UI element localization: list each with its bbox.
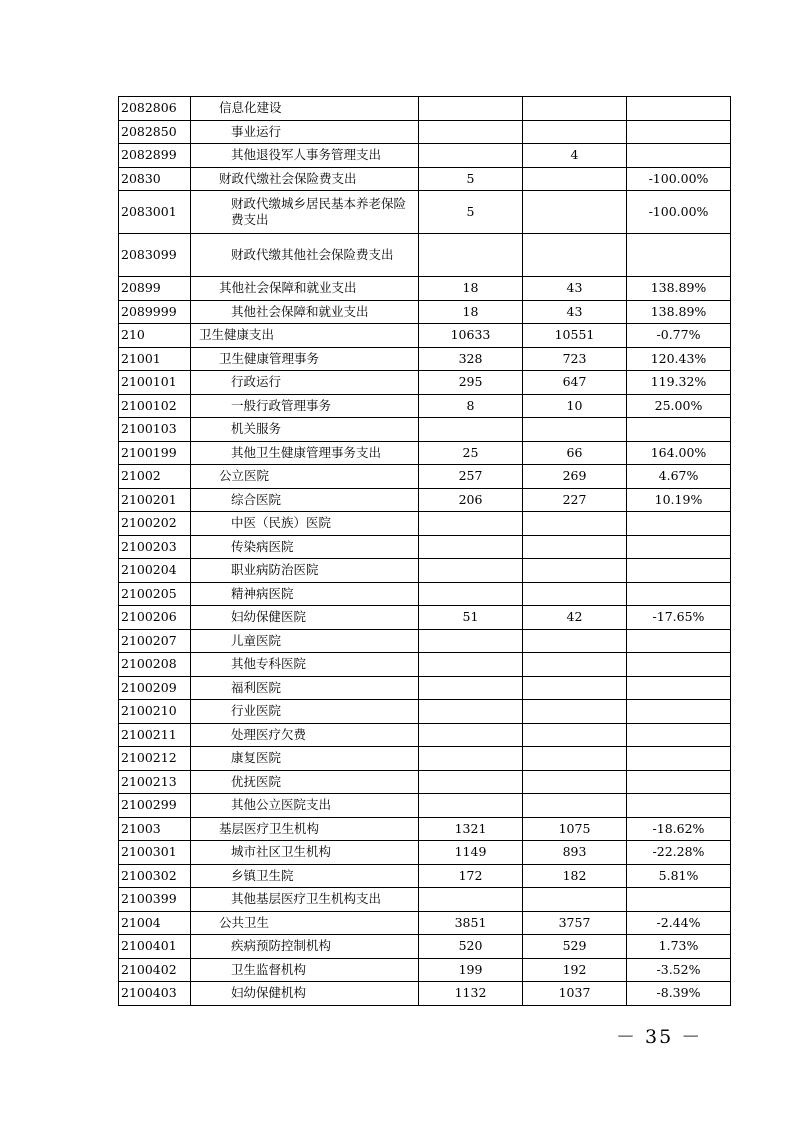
change-percent-cell: -100.00% [627,167,731,191]
table-row [119,770,731,794]
account-code-cell: 2100299 [119,794,191,818]
account-code-cell: 2100213 [119,770,191,794]
account-name-cell: 卫生健康支出 [191,324,419,348]
account-code-cell: 2100201 [119,488,191,512]
account-name-cell: 疾病预防控制机构 [191,935,419,959]
table-row [119,144,731,168]
table-row [119,441,731,465]
change-percent-cell [627,582,731,606]
change-percent-cell [627,770,731,794]
value-2-cell [523,418,627,442]
value-2-cell [523,512,627,536]
change-percent-cell: 138.89% [627,277,731,301]
account-name-cell: 财政代缴其他社会保险费支出 [191,234,419,277]
table-row [119,167,731,191]
table-row [119,911,731,935]
value-1-cell: 1321 [419,817,523,841]
value-1-cell [419,888,523,912]
value-2-cell [523,535,627,559]
account-code-cell: 2100212 [119,747,191,771]
value-2-cell [523,794,627,818]
change-percent-cell [627,700,731,724]
table-row [119,465,731,489]
change-percent-cell [627,629,731,653]
account-name-cell: 其他基层医疗卫生机构支出 [191,888,419,912]
value-1-cell: 5 [419,191,523,234]
account-name-cell: 城市社区卫生机构 [191,841,419,865]
account-code-cell: 2100199 [119,441,191,465]
account-code-cell: 2100101 [119,371,191,395]
account-name-cell: 优抚医院 [191,770,419,794]
account-code-cell: 2082899 [119,144,191,168]
account-code-cell: 2100203 [119,535,191,559]
value-2-cell [523,653,627,677]
change-percent-cell: -8.39% [627,982,731,1006]
table-row [119,653,731,677]
value-2-cell: 43 [523,277,627,301]
value-1-cell: 5 [419,167,523,191]
account-code-cell: 2100209 [119,676,191,700]
account-name-cell: 综合医院 [191,488,419,512]
account-name-cell: 中医（民族）医院 [191,512,419,536]
account-name-cell: 其他公立医院支出 [191,794,419,818]
table-row [119,582,731,606]
value-1-cell [419,747,523,771]
table-row [119,535,731,559]
account-name-cell: 一般行政管理事务 [191,394,419,418]
table-row [119,120,731,144]
account-code-cell: 21003 [119,817,191,841]
table-row [119,300,731,324]
account-name-cell: 康复医院 [191,747,419,771]
change-percent-cell [627,747,731,771]
value-2-cell [523,234,627,277]
account-name-cell: 基层医疗卫生机构 [191,817,419,841]
table-row [119,488,731,512]
value-1-cell [419,234,523,277]
value-2-cell [523,191,627,234]
account-name-cell: 其他专科医院 [191,653,419,677]
account-name-cell: 公共卫生 [191,911,419,935]
value-2-cell: 10 [523,394,627,418]
value-1-cell: 8 [419,394,523,418]
value-1-cell [419,700,523,724]
table-row [119,676,731,700]
account-code-cell: 2082806 [119,97,191,121]
value-2-cell: 1075 [523,817,627,841]
table-row [119,841,731,865]
change-percent-cell [627,97,731,121]
account-name-cell: 其他社会保障和就业支出 [191,300,419,324]
change-percent-cell [627,418,731,442]
table-row [119,723,731,747]
table-row [119,817,731,841]
value-2-cell: 227 [523,488,627,512]
value-2-cell [523,629,627,653]
account-name-cell: 其他退役军人事务管理支出 [191,144,419,168]
table-row [119,512,731,536]
account-code-cell: 21001 [119,347,191,371]
change-percent-cell: 10.19% [627,488,731,512]
account-name-cell: 行业医院 [191,700,419,724]
account-code-cell: 2100403 [119,982,191,1006]
account-code-cell: 20899 [119,277,191,301]
account-code-cell: 2100207 [119,629,191,653]
value-1-cell [419,723,523,747]
account-name-cell: 妇幼保健医院 [191,606,419,630]
account-code-cell: 2089999 [119,300,191,324]
change-percent-cell: 119.32% [627,371,731,395]
table-row [119,324,731,348]
change-percent-cell [627,888,731,912]
change-percent-cell [627,234,731,277]
value-1-cell [419,794,523,818]
change-percent-cell [627,653,731,677]
account-name-cell: 职业病防治医院 [191,559,419,583]
value-1-cell [419,144,523,168]
value-2-cell [523,747,627,771]
account-code-cell: 2083001 [119,191,191,234]
value-1-cell [419,97,523,121]
value-2-cell [523,723,627,747]
change-percent-cell: -17.65% [627,606,731,630]
value-1-cell: 199 [419,958,523,982]
account-code-cell: 2100401 [119,935,191,959]
change-percent-cell: 4.67% [627,465,731,489]
table-row [119,394,731,418]
account-name-cell: 行政运行 [191,371,419,395]
value-2-cell: 723 [523,347,627,371]
account-code-cell: 21002 [119,465,191,489]
account-code-cell: 2100302 [119,864,191,888]
value-2-cell: 4 [523,144,627,168]
table-row [119,191,731,234]
table-row [119,347,731,371]
value-1-cell: 520 [419,935,523,959]
account-code-cell: 20830 [119,167,191,191]
value-2-cell: 647 [523,371,627,395]
account-name-cell: 乡镇卫生院 [191,864,419,888]
value-2-cell [523,770,627,794]
value-2-cell: 182 [523,864,627,888]
value-1-cell: 1149 [419,841,523,865]
value-1-cell [419,418,523,442]
value-2-cell: 1037 [523,982,627,1006]
table-row [119,277,731,301]
account-name-cell: 机关服务 [191,418,419,442]
account-code-cell: 2100206 [119,606,191,630]
account-name-cell: 公立医院 [191,465,419,489]
account-code-cell: 2100208 [119,653,191,677]
account-name-cell: 信息化建设 [191,97,419,121]
change-percent-cell: 1.73% [627,935,731,959]
value-1-cell: 3851 [419,911,523,935]
change-percent-cell: -0.77% [627,324,731,348]
value-2-cell [523,167,627,191]
table-row [119,888,731,912]
account-name-cell: 财政代缴社会保险费支出 [191,167,419,191]
table-row [119,559,731,583]
account-name-cell: 妇幼保健机构 [191,982,419,1006]
account-code-cell: 2100211 [119,723,191,747]
table-row [119,935,731,959]
value-1-cell [419,582,523,606]
account-code-cell: 2082850 [119,120,191,144]
account-code-cell: 2100301 [119,841,191,865]
account-code-cell: 2100202 [119,512,191,536]
table-row [119,418,731,442]
table-row [119,794,731,818]
account-code-cell: 2100205 [119,582,191,606]
value-1-cell: 295 [419,371,523,395]
table-row [119,234,731,277]
budget-table [118,96,731,1006]
table-row [119,864,731,888]
change-percent-cell: 120.43% [627,347,731,371]
value-2-cell [523,120,627,144]
value-1-cell: 10633 [419,324,523,348]
change-percent-cell [627,512,731,536]
change-percent-cell: -3.52% [627,958,731,982]
account-code-cell: 2083099 [119,234,191,277]
change-percent-cell: 25.00% [627,394,731,418]
value-2-cell: 3757 [523,911,627,935]
value-2-cell: 10551 [523,324,627,348]
value-1-cell: 206 [419,488,523,512]
table-row [119,747,731,771]
account-code-cell: 210 [119,324,191,348]
value-1-cell: 18 [419,300,523,324]
page-number: － 35 － [616,1026,703,1048]
value-1-cell [419,512,523,536]
value-1-cell: 1132 [419,982,523,1006]
account-name-cell: 事业运行 [191,120,419,144]
account-name-cell: 处理医疗欠费 [191,723,419,747]
value-1-cell [419,629,523,653]
change-percent-cell [627,794,731,818]
account-name-cell: 其他卫生健康管理事务支出 [191,441,419,465]
account-name-cell: 传染病医院 [191,535,419,559]
value-1-cell [419,676,523,700]
change-percent-cell: -18.62% [627,817,731,841]
change-percent-cell: 5.81% [627,864,731,888]
account-code-cell: 2100204 [119,559,191,583]
value-2-cell: 192 [523,958,627,982]
change-percent-cell [627,144,731,168]
account-code-cell: 2100402 [119,958,191,982]
value-1-cell [419,120,523,144]
value-2-cell [523,676,627,700]
value-2-cell [523,888,627,912]
value-1-cell: 257 [419,465,523,489]
account-code-cell: 21004 [119,911,191,935]
value-2-cell: 42 [523,606,627,630]
value-2-cell: 269 [523,465,627,489]
account-name-cell: 其他社会保障和就业支出 [191,277,419,301]
change-percent-cell [627,120,731,144]
value-2-cell: 66 [523,441,627,465]
value-2-cell [523,700,627,724]
value-2-cell [523,582,627,606]
account-code-cell: 2100103 [119,418,191,442]
change-percent-cell: -2.44% [627,911,731,935]
value-1-cell: 25 [419,441,523,465]
value-1-cell: 172 [419,864,523,888]
change-percent-cell: 164.00% [627,441,731,465]
table-row [119,700,731,724]
value-1-cell [419,770,523,794]
value-1-cell [419,535,523,559]
table-body [119,97,731,1006]
account-code-cell: 2100102 [119,394,191,418]
change-percent-cell: -22.28% [627,841,731,865]
value-1-cell: 51 [419,606,523,630]
value-2-cell [523,97,627,121]
account-name-cell: 精神病医院 [191,582,419,606]
account-name-cell: 福利医院 [191,676,419,700]
table-row [119,982,731,1006]
value-2-cell: 529 [523,935,627,959]
value-2-cell [523,559,627,583]
change-percent-cell: 138.89% [627,300,731,324]
value-1-cell: 18 [419,277,523,301]
table-row [119,958,731,982]
table-row [119,371,731,395]
account-name-cell: 儿童医院 [191,629,419,653]
table-row [119,97,731,121]
value-2-cell: 43 [523,300,627,324]
value-2-cell: 893 [523,841,627,865]
change-percent-cell [627,676,731,700]
account-name-cell: 卫生监督机构 [191,958,419,982]
change-percent-cell: -100.00% [627,191,731,234]
value-1-cell: 328 [419,347,523,371]
account-code-cell: 2100399 [119,888,191,912]
change-percent-cell [627,559,731,583]
value-1-cell [419,653,523,677]
account-name-cell: 财政代缴城乡居民基本养老保险费支出 [191,191,419,234]
change-percent-cell [627,723,731,747]
table-row [119,606,731,630]
value-1-cell [419,559,523,583]
table-row [119,629,731,653]
account-name-cell: 卫生健康管理事务 [191,347,419,371]
change-percent-cell [627,535,731,559]
account-code-cell: 2100210 [119,700,191,724]
